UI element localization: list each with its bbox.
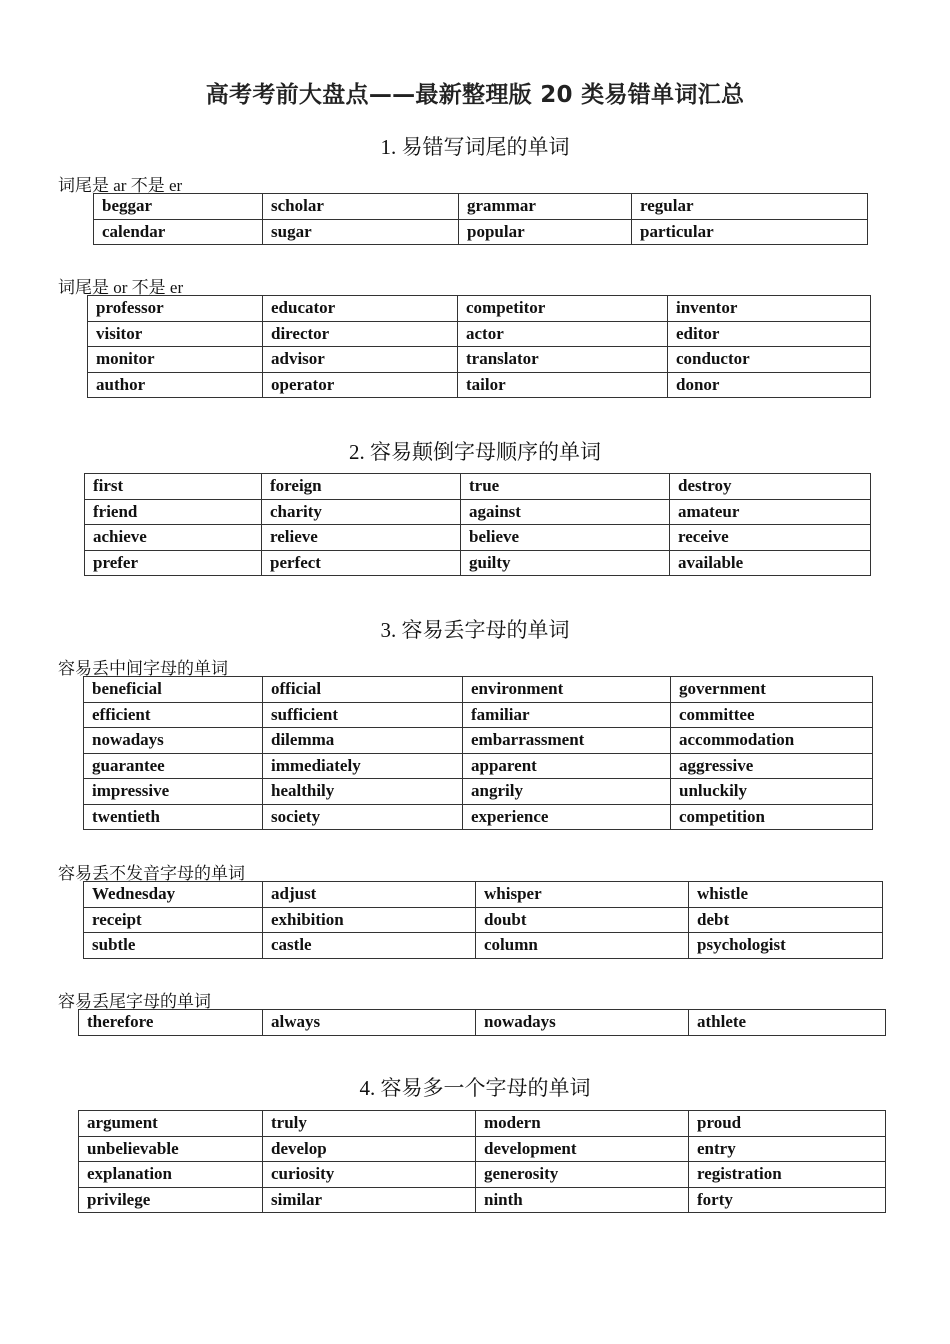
word-cell: beneficial [84,677,263,703]
word-cell: proud [689,1111,886,1137]
word-cell: prefer [85,550,262,576]
word-cell: author [88,372,263,398]
word-cell: adjust [263,882,476,908]
word-cell: scholar [263,194,459,220]
word-cell: sufficient [263,702,463,728]
word-cell: accommodation [671,728,873,754]
word-cell: editor [668,321,871,347]
word-cell: unluckily [671,779,873,805]
word-cell: explanation [79,1162,263,1188]
word-cell: similar [263,1187,476,1213]
word-cell: develop [263,1136,476,1162]
word-cell: therefore [79,1010,263,1036]
word-cell: grammar [459,194,632,220]
table-row [79,1010,886,1036]
table-row [88,372,871,398]
word-cell: unbelievable [79,1136,263,1162]
word-cell: dilemma [263,728,463,754]
group-label-middle-letters: 容易丢中间字母的单词 [58,659,228,678]
word-cell: aggressive [671,753,873,779]
word-cell: forty [689,1187,886,1213]
word-cell: foreign [262,474,461,500]
word-cell: whistle [689,882,883,908]
word-cell: truly [263,1111,476,1137]
table-row [79,1111,886,1137]
word-cell: destroy [670,474,871,500]
word-cell: available [670,550,871,576]
table-row [84,882,883,908]
word-cell: castle [263,933,476,959]
word-cell: operator [263,372,458,398]
table-row [85,474,871,500]
word-cell: ninth [476,1187,689,1213]
word-cell: subtle [84,933,263,959]
word-cell: immediately [263,753,463,779]
word-cell: tailor [458,372,668,398]
word-cell: exhibition [263,907,476,933]
word-cell: nowadays [84,728,263,754]
word-cell: psychologist [689,933,883,959]
table-row [85,499,871,525]
table-row [84,804,873,830]
word-cell: experience [463,804,671,830]
word-cell: inventor [668,296,871,322]
table-ar-words [93,193,868,245]
word-cell: receipt [84,907,263,933]
word-cell: first [85,474,262,500]
word-cell: charity [262,499,461,525]
word-cell: guilty [461,550,670,576]
table-extra-letter [78,1110,886,1213]
word-cell: debt [689,907,883,933]
word-cell: development [476,1136,689,1162]
word-cell: regular [632,194,868,220]
table-row [84,677,873,703]
word-cell: registration [689,1162,886,1188]
word-cell: impressive [84,779,263,805]
table-row [79,1162,886,1188]
word-cell: actor [458,321,668,347]
word-cell: competition [671,804,873,830]
word-cell: apparent [463,753,671,779]
word-cell: advisor [263,347,458,373]
word-cell: translator [458,347,668,373]
page-title: 高考考前大盘点——最新整理版 20 类易错单词汇总 [205,82,745,108]
word-cell: argument [79,1111,263,1137]
table-row [84,779,873,805]
group-label-final-letters: 容易丢尾字母的单词 [58,992,211,1011]
word-cell: embarrassment [463,728,671,754]
group-label-ar: 词尾是 ar 不是 er [58,176,183,195]
word-cell: against [461,499,670,525]
group-label-or: 词尾是 or 不是 er [58,278,184,297]
word-cell: relieve [262,525,461,551]
word-cell: donor [668,372,871,398]
word-cell: always [263,1010,476,1036]
word-cell: twentieth [84,804,263,830]
table-row [88,347,871,373]
word-cell: particular [632,219,868,245]
word-cell: educator [263,296,458,322]
table-row [88,321,871,347]
word-cell: doubt [476,907,689,933]
word-cell: conductor [668,347,871,373]
word-cell: calendar [94,219,263,245]
word-cell: modern [476,1111,689,1137]
word-cell: whisper [476,882,689,908]
word-cell: beggar [94,194,263,220]
word-cell: Wednesday [84,882,263,908]
word-cell: guarantee [84,753,263,779]
word-cell: official [263,677,463,703]
word-cell: government [671,677,873,703]
word-cell: privilege [79,1187,263,1213]
table-or-words [87,295,871,398]
section-heading-2: 2. 容易颠倒字母顺序的单词 [349,440,601,464]
word-cell: entry [689,1136,886,1162]
word-cell: perfect [262,550,461,576]
word-cell: society [263,804,463,830]
word-cell: committee [671,702,873,728]
table-row [84,933,883,959]
table-final-letters [78,1009,886,1036]
word-cell: generosity [476,1162,689,1188]
table-row [84,728,873,754]
table-row [84,702,873,728]
word-cell: believe [461,525,670,551]
word-cell: visitor [88,321,263,347]
word-cell: angrily [463,779,671,805]
word-cell: true [461,474,670,500]
table-silent-letters [83,881,883,959]
table-reversed-letters [84,473,871,576]
table-row [85,550,871,576]
word-cell: athlete [689,1010,886,1036]
word-cell: curiosity [263,1162,476,1188]
word-cell: popular [459,219,632,245]
word-cell: achieve [85,525,262,551]
table-row [88,296,871,322]
word-cell: receive [670,525,871,551]
section-heading-4: 4. 容易多一个字母的单词 [359,1076,591,1100]
word-cell: sugar [263,219,459,245]
word-cell: nowadays [476,1010,689,1036]
word-cell: amateur [670,499,871,525]
table-row [94,194,868,220]
section-heading-1: 1. 易错写词尾的单词 [380,135,570,159]
table-row [84,907,883,933]
word-cell: healthily [263,779,463,805]
word-cell: familiar [463,702,671,728]
table-row [79,1187,886,1213]
table-middle-letters [83,676,873,830]
word-cell: director [263,321,458,347]
word-cell: monitor [88,347,263,373]
word-cell: efficient [84,702,263,728]
section-heading-3: 3. 容易丢字母的单词 [380,618,570,642]
table-row [85,525,871,551]
table-row [79,1136,886,1162]
word-cell: professor [88,296,263,322]
word-cell: column [476,933,689,959]
group-label-silent-letters: 容易丢不发音字母的单词 [58,864,245,883]
table-row [84,753,873,779]
word-cell: environment [463,677,671,703]
table-row [94,219,868,245]
word-cell: competitor [458,296,668,322]
word-cell: friend [85,499,262,525]
